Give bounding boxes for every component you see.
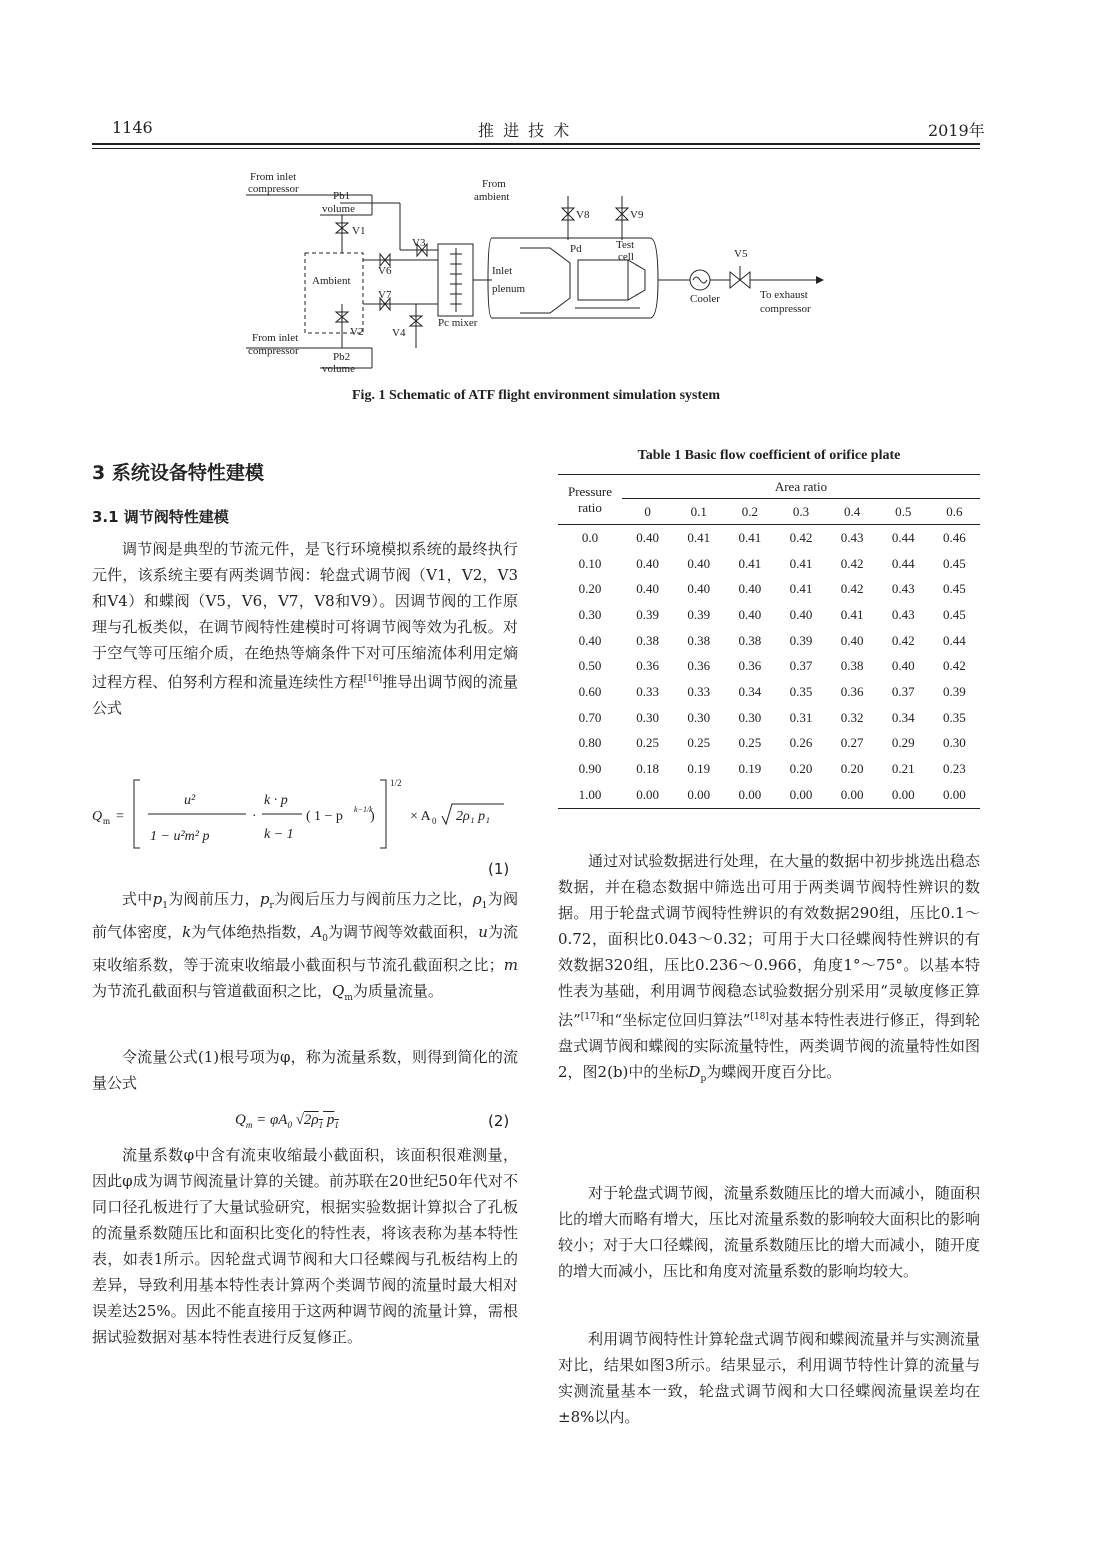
fig-label-ambient: Ambient — [312, 275, 351, 287]
coefficient-cell: 0.31 — [789, 709, 813, 725]
section-heading: 3 系统设备特性建模 — [92, 462, 264, 484]
fig-label-cell: cell — [618, 251, 634, 263]
coefficient-cell: 0.33 — [687, 683, 711, 699]
coefficient-cell: 0.42 — [840, 581, 864, 597]
coefficient-cell: 0.45 — [943, 606, 966, 622]
coefficient-cell: 0.34 — [891, 709, 915, 725]
right-paragraph-2: 对于轮盘式调节阀，流量系数随压比的增大而减小，随面积比的增大而略有增大，压比对流量系数的影响较大面积比的影响较小；对于大口径蝶阀，流量系数随压比的增大而减小，随开度的增大而减小，压比和角度对流量系数的影响均较大。 — [558, 1184, 980, 1280]
coefficient-cell: 0.39 — [636, 606, 659, 622]
coefficient-cell: 0.42 — [840, 555, 864, 571]
pressure-ratio-cell: 0.90 — [578, 761, 602, 777]
coefficient-cell: 0.38 — [738, 632, 762, 648]
coefficient-cell: 0.19 — [687, 761, 711, 777]
col-header: 0.6 — [929, 499, 980, 525]
equation-1-number: (1) — [488, 860, 510, 878]
fig-label-v3: V3 — [412, 237, 426, 249]
flow-coefficient-table — [558, 474, 980, 809]
table-row — [558, 653, 980, 679]
col-group-header: Area ratio — [622, 475, 980, 499]
right-paragraph-3: 利用调节阀特性计算轮盘式调节阀和蝶阀流量并与实测流量对比，结果如图3所示。结果显示，利用调节特性计算的流量与实测流量基本一致，轮盘式调节阀和大口径蝶阀流量误差均在±8%以内。 — [558, 1330, 980, 1426]
coefficient-cell: 0.40 — [738, 581, 762, 597]
svg-text:1/2: 1/2 — [390, 778, 402, 788]
coefficient-cell: 0.41 — [789, 555, 813, 571]
coefficient-cell: 0.35 — [943, 709, 966, 725]
schematic-figure — [230, 168, 870, 383]
fig-label-pd: Pd — [570, 243, 582, 255]
coefficient-cell: 0.40 — [636, 529, 659, 545]
coefficient-cell: 0.36 — [840, 683, 864, 699]
fig-label-pc-mixer: Pc mixer — [438, 317, 478, 329]
left-paragraph-3: 令流量公式(1)根号项为φ，称为流量系数，则得到简化的流量公式 — [92, 1048, 518, 1092]
fig-label-v6: V6 — [378, 265, 392, 277]
equation-2-number: (2) — [488, 1112, 510, 1130]
pressure-ratio-cell: 0.0 — [581, 529, 599, 545]
coefficient-cell: 0.41 — [687, 529, 711, 545]
coefficient-cell: 0.45 — [943, 581, 966, 597]
svg-text:u²: u² — [184, 793, 196, 808]
coefficient-cell: 0.33 — [636, 683, 659, 699]
pressure-ratio-cell: 0.50 — [578, 658, 602, 674]
pressure-ratio-cell: 0.10 — [578, 555, 602, 571]
svg-text:·: · — [252, 809, 257, 824]
pressure-ratio-cell: 0.70 — [578, 709, 602, 725]
col-header: 0.1 — [673, 499, 724, 525]
equation-2: $Q_m = \varphi A_0$ $√2\rho_1$ $p_1$ — [235, 1112, 339, 1130]
col-header: 0.5 — [878, 499, 929, 525]
svg-text:2ρ₁ p₁: 2ρ₁ p₁ — [456, 809, 490, 824]
svg-text:k−1/k: k−1/k — [354, 805, 373, 814]
coefficient-cell: 0.43 — [891, 606, 915, 622]
fig-label-from-inlet-top: From inlet — [250, 171, 297, 183]
pressure-ratio-cell: 0.60 — [578, 683, 602, 699]
coefficient-cell: 0.21 — [891, 761, 915, 777]
coefficient-cell: 0.38 — [687, 632, 711, 648]
coefficient-cell: 0.41 — [738, 529, 762, 545]
fig-label-from: From — [482, 178, 506, 190]
fig-label-cooler: Cooler — [690, 293, 720, 305]
pressure-ratio-cell: 0.80 — [578, 735, 602, 751]
fig-label-v1: V1 — [352, 225, 366, 237]
coefficient-cell: 0.26 — [789, 735, 813, 751]
svg-text:1 − u²m² p: 1 − u²m² p — [150, 829, 210, 844]
coefficient-cell: 0.40 — [687, 555, 711, 571]
coefficient-cell: 0.44 — [891, 555, 915, 571]
fig-label-v9: V9 — [630, 209, 644, 221]
coefficient-cell: 0.30 — [943, 735, 966, 751]
coefficient-cell: 0.36 — [687, 658, 711, 674]
table-row — [558, 731, 980, 757]
coefficient-cell: 0.44 — [891, 529, 915, 545]
fig-label-compressor-top: compressor — [248, 183, 299, 195]
table-row — [558, 525, 980, 551]
coefficient-cell: 0.41 — [738, 555, 762, 571]
table-row — [558, 551, 980, 577]
fig-label-pb2-volume: volume — [322, 363, 355, 375]
row-header: Pressure ratio — [558, 475, 622, 525]
pressure-ratio-cell: 0.20 — [578, 581, 602, 597]
coefficient-cell: 0.42 — [891, 632, 915, 648]
coefficient-cell: 0.40 — [891, 658, 915, 674]
coefficient-cell: 0.40 — [636, 555, 659, 571]
fig-label-to-exhaust: To exhaust — [760, 289, 808, 301]
equation-1 — [92, 776, 518, 856]
coefficient-cell: 0.46 — [943, 529, 966, 545]
fig-label-test: Test — [616, 239, 635, 251]
coefficient-cell: 0.41 — [789, 581, 813, 597]
pressure-ratio-cell: 0.40 — [578, 632, 602, 648]
coefficient-cell: 0.40 — [789, 606, 813, 622]
coefficient-cell: 0.41 — [840, 606, 864, 622]
coefficient-cell: 0.35 — [789, 683, 813, 699]
journal-year: 2019年 — [928, 121, 985, 140]
fig-label-pb1-volume: volume — [322, 203, 355, 215]
coefficient-cell: 0.00 — [891, 786, 915, 802]
svg-text:0: 0 — [432, 816, 437, 826]
pressure-ratio-cell: 0.30 — [578, 606, 602, 622]
col-header: 0.4 — [827, 499, 878, 525]
pressure-ratio-cell: 1.00 — [578, 786, 602, 802]
svg-text:m: m — [103, 816, 111, 826]
coefficient-cell: 0.00 — [687, 786, 711, 802]
coefficient-cell: 0.18 — [636, 761, 659, 777]
svg-text:(: ( — [306, 809, 311, 824]
coefficient-cell: 0.43 — [840, 529, 864, 545]
coefficient-cell: 0.00 — [636, 786, 659, 802]
coefficient-cell: 0.00 — [738, 786, 762, 802]
coefficient-cell: 0.40 — [738, 606, 762, 622]
coefficient-cell: 0.30 — [687, 709, 711, 725]
coefficient-cell: 0.29 — [891, 735, 915, 751]
coefficient-cell: 0.23 — [943, 761, 966, 777]
fig-label-pb2: Pb2 — [333, 351, 351, 363]
coefficient-cell: 0.00 — [789, 786, 813, 802]
coefficient-cell: 0.30 — [636, 709, 659, 725]
coefficient-cell: 0.44 — [943, 632, 966, 648]
coefficient-cell: 0.36 — [636, 658, 659, 674]
coefficient-cell: 0.42 — [943, 658, 966, 674]
fig-label-v8: V8 — [576, 209, 590, 221]
left-paragraph-4: 流量系数φ中含有流束收缩最小截面积，该面积很难测量，因此φ成为调节阀流量计算的关键。前苏联在20世纪50年代对不同口径孔板进行了大量试验研究，根据实验数据计算拟合了孔板的流量系数随压比和面积比变化的特性表，将该表称为基本特性表，如表1所示。因轮盘式调节阀和大口径蝶阀与孔板结构上的差异，导致利用基本特性表计算两个类调节阀的流量时最大相对误差达25%。因此不能直接用于这两种调节阀的流量计算，需根据试验数据对基本特性表进行反复修正。 — [92, 1146, 518, 1346]
fig-label-v2: V2 — [350, 326, 364, 338]
table-row — [558, 705, 980, 731]
left-paragraph-2: 式中$p_1$为阀前压力，$p_r$为阀后压力与阀前压力之比，$\rho_1$为阀前气体密度，k为气体绝热指数，$A_0$为调节阀等效截面积，u为流束收缩系数，等于流束收缩最小截面积与节流孔截面积之比；m为节流孔截面积与管道截面积之比，$Q_m$为质量流量。 — [92, 890, 518, 1003]
svg-text:k · p: k · p — [264, 793, 288, 808]
fig-label-ambient2: ambient — [474, 191, 510, 203]
coefficient-cell: 0.42 — [789, 529, 813, 545]
subsection-heading: 3.1 调节阀特性建模 — [92, 508, 229, 526]
fig-label-exhaust-compressor: compressor — [760, 303, 811, 315]
svg-text:k − 1: k − 1 — [264, 827, 294, 842]
svg-text:× A: × A — [410, 809, 431, 824]
coefficient-cell: 0.32 — [840, 709, 864, 725]
coefficient-cell: 0.00 — [943, 786, 966, 802]
svg-text:=: = — [116, 809, 124, 824]
coefficient-cell: 0.34 — [738, 683, 762, 699]
coefficient-cell: 0.25 — [738, 735, 762, 751]
coefficient-cell: 0.40 — [636, 581, 659, 597]
coefficient-cell: 0.39 — [789, 632, 813, 648]
coefficient-cell: 0.40 — [840, 632, 864, 648]
fig-label-from-inlet-bot: From inlet — [252, 332, 299, 344]
header-rule-thin — [92, 148, 980, 149]
coefficient-cell: 0.43 — [891, 581, 915, 597]
coefficient-cell: 0.00 — [840, 786, 864, 802]
coefficient-cell: 0.45 — [943, 555, 966, 571]
table-row — [558, 756, 980, 782]
coefficient-cell: 0.40 — [687, 581, 711, 597]
fig-label-v5: V5 — [734, 248, 748, 260]
table-row — [558, 576, 980, 602]
svg-text:Q: Q — [92, 809, 103, 824]
coefficient-cell: 0.25 — [636, 735, 659, 751]
table-row — [558, 679, 980, 705]
coefficient-cell: 0.37 — [789, 658, 813, 674]
fig-label-pb1: Pb1 — [333, 190, 351, 202]
coefficient-cell: 0.19 — [738, 761, 762, 777]
table-row — [558, 602, 980, 628]
fig-label-inlet: Inlet — [492, 265, 513, 277]
coefficient-cell: 0.27 — [840, 735, 864, 751]
header-rule — [92, 143, 980, 145]
coefficient-cell: 0.36 — [738, 658, 762, 674]
journal-title: 推 进 技 术 — [478, 121, 572, 140]
col-header: 0 — [622, 499, 673, 525]
coefficient-cell: 0.25 — [687, 735, 711, 751]
coefficient-cell: 0.39 — [943, 683, 966, 699]
figure-caption: Fig. 1 Schematic of ATF flight environment simulation system — [352, 388, 720, 403]
table-caption: Table 1 Basic flow coefficient of orifice plate — [637, 448, 901, 463]
page-number: 1146 — [112, 118, 153, 137]
col-header: 0.3 — [775, 499, 826, 525]
table-row — [558, 628, 980, 654]
coefficient-cell: 0.38 — [636, 632, 659, 648]
coefficient-cell: 0.37 — [891, 683, 915, 699]
coefficient-cell: 0.20 — [789, 761, 813, 777]
col-header: 0.2 — [724, 499, 775, 525]
right-paragraph-1: 通过对试验数据进行处理，在大量的数据中初步挑选出稳态数据，并在稳态数据中筛选出可用于两类调节阀特性辨识的数据。用于轮盘式调节阀特性辨识的有效数据290组，压比0.1～0.72，面积比0.043～0.32；可用于大口径蝶阀特性辨识的有效数据320组，压比0.236～0.966，角度1°～75°。以基本特性表为基础，利用调节阀稳态试验数据分别采用“灵敏度修正算法”[17]和“坐标定位回归算法”[18]对基本特性表进行修正，得到轮盘式调节阀和蝶阀的实际流量特性，两类调节阀的流量特性如图2，图2(b)中的坐标$D_p$为蝶阀开度百分比。 — [558, 852, 980, 1084]
svg-text:1 − p: 1 − p — [314, 809, 343, 824]
coefficient-cell: 0.20 — [840, 761, 864, 777]
coefficient-cell: 0.39 — [687, 606, 711, 622]
coefficient-cell: 0.30 — [738, 709, 762, 725]
left-paragraph-1: 调节阀是典型的节流元件，是飞行环境模拟系统的最终执行元件，该系统主要有两类调节阀：轮盘式调节阀（V1，V2，V3和V4）和蝶阀（V5，V6，V7，V8和V9）。因调节阀的工作原理与孔板类似，在调节阀特性建模时可将调节阀等效为孔板。对于空气等可压缩介质，在绝热等熵条件下对可压缩流体利用定熵过程方程、伯努利方程和流量连续性方程[16]推导出调节阀的流量公式 — [92, 540, 518, 717]
fig-label-v7: V7 — [378, 289, 392, 301]
svg-text:): ) — [370, 809, 375, 824]
table-row — [558, 782, 980, 808]
coefficient-cell: 0.38 — [840, 658, 864, 674]
fig-label-plenum: plenum — [492, 283, 525, 295]
fig-label-compressor-bot: compressor — [248, 345, 299, 357]
fig-label-v4: V4 — [392, 327, 406, 339]
